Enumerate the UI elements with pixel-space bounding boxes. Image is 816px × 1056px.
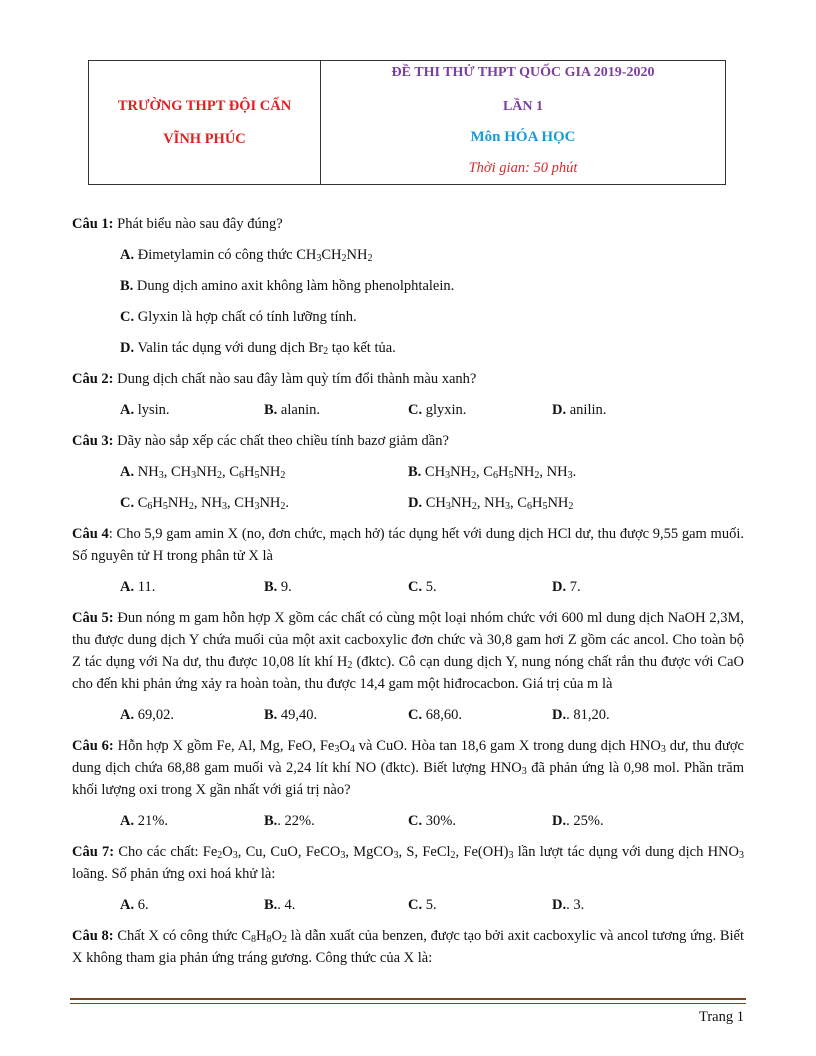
question-1-option-a (72, 244, 744, 266)
option-row (72, 492, 744, 514)
question-5 (72, 607, 744, 695)
question-1-option-b (72, 275, 744, 297)
question-label: Câu 2: (72, 371, 114, 387)
page-number: Trang 1 (699, 1009, 744, 1025)
exam-time: Thời gian: 50 phút (468, 160, 578, 176)
option-text: . 3. (566, 897, 585, 913)
option-label: A. (120, 579, 135, 595)
option-text: $C_6H_5NH_2$, $NH_3$, $CH_3NH_2$. (134, 495, 290, 512)
option-text: $CH_3NH_2$, $C_6H_5NH_2$, $NH_3$. (421, 464, 577, 481)
question-3 (72, 430, 744, 452)
question-text: Hỗn hợp X gồm Fe, Al, Mg, FeO, $Fe_3O_4$ và CuO. Hòa tan 18,6 gam X trong dung dịch $HNO_3$ dư, thu được dung dịch chứa 68,88 gam muối và 2,24 lít khí NO (đktc). Biết lượng $HNO_3$ đã phản ứng là 0,98 mol. Phần trăm khối lượng oxi trong X gần nhất với giá trị nào? (72, 738, 744, 798)
option-label: C. (120, 495, 135, 511)
question-5-option-a (120, 704, 264, 726)
question-4-option-b (264, 576, 408, 598)
exam-header-table (88, 60, 726, 185)
option-text: . 81,20. (566, 707, 610, 723)
option-text: . 25%. (566, 813, 604, 829)
footer-divider-thin (70, 1003, 746, 1004)
option-label: D. (120, 340, 135, 356)
question-list (72, 213, 744, 978)
option-row (72, 576, 744, 598)
option-label: C. (120, 309, 135, 325)
exam-subject: Môn HÓA HỌC (470, 129, 576, 145)
question-6 (72, 735, 744, 801)
question-6-option-d (552, 810, 696, 832)
question-3-option-b (408, 461, 696, 483)
question-2-option-c (408, 399, 552, 421)
option-label: B. (264, 897, 278, 913)
option-label: C. (408, 707, 423, 723)
question-1 (72, 213, 744, 235)
question-7-option-b (264, 894, 408, 916)
school-cell (89, 61, 321, 184)
question-label: Câu 4 (72, 526, 109, 542)
option-text: 49,40. (277, 707, 318, 723)
footer-divider (70, 998, 746, 1000)
school-name: TRƯỜNG THPT ĐỘI CẤN (117, 97, 292, 114)
question-5-option-d (552, 704, 696, 726)
option-text: 9. (277, 579, 292, 595)
option-label: B. (408, 464, 422, 480)
option-label: D. (552, 813, 567, 829)
question-label: Câu 8: (72, 928, 114, 944)
exam-info-cell (321, 61, 725, 184)
option-text: 69,02. (134, 707, 174, 723)
option-text: alanin. (277, 402, 320, 418)
option-text: . 22%. (277, 813, 315, 829)
question-text: : Cho 5,9 gam amin X (no, đơn chức, mạch hở) tác dụng hết với dung dịch HCl dư, thu được 9,55 gam muối. Số nguyên tử H trong phân tử X là (72, 526, 744, 564)
option-label: A. (120, 402, 135, 418)
option-text: $NH_3$, $CH_3NH_2$, $C_6H_5NH_2$ (134, 464, 286, 481)
question-3-option-c (120, 492, 408, 514)
question-2-option-b (264, 399, 408, 421)
option-text: Dung dịch amino axit không làm hồng phenolphtalein. (133, 278, 455, 294)
option-text: 30%. (422, 813, 456, 829)
option-text: lysin. (134, 402, 170, 418)
question-label: Câu 6: (72, 738, 114, 754)
question-6-option-b (264, 810, 408, 832)
option-label: A. (120, 813, 135, 829)
option-text: Đimetylamin có công thức $CH_3CH_2NH_2$ (134, 247, 373, 264)
question-6-option-a (120, 810, 264, 832)
option-label: C. (408, 579, 423, 595)
question-1-option-c (72, 306, 744, 328)
question-text: Dung dịch chất nào sau đây làm quỳ tím đổi thành màu xanh? (113, 371, 477, 387)
question-1-option-d (72, 337, 744, 359)
option-text: 11. (134, 579, 156, 595)
option-row (72, 704, 744, 726)
option-label: D. (552, 402, 567, 418)
option-text: Glyxin là hợp chất có tính lưỡng tính. (134, 309, 357, 325)
option-text: glyxin. (422, 402, 467, 418)
question-5-option-c (408, 704, 552, 726)
option-label: B. (264, 813, 278, 829)
option-label: C. (408, 402, 423, 418)
question-8 (72, 925, 744, 969)
option-label: D. (552, 897, 567, 913)
option-text: 7. (566, 579, 581, 595)
question-4 (72, 523, 744, 567)
question-label: Câu 7: (72, 844, 115, 860)
question-text: Đun nóng m gam hỗn hợp X gồm các chất có cùng một loại nhóm chức với 600 ml dung dịch NaOH 2,3M, thu được dung dịch Y chứa muối của một axit cacboxylic đơn chức và 30,8 gam hơi Z gồm các ancol. Cho toàn bộ Z tác dụng với Na dư, thu được 10,08 lít khí $H_2$ (đktc). Cô cạn dung dịch Y, nung nóng chất rắn thu được với CaO cho đến khi phản ứng xảy ra hoàn toàn, thu được 14,4 gam một hiđrocacbon. Giá trị của m là (72, 610, 745, 692)
question-4-option-c (408, 576, 552, 598)
question-2 (72, 368, 744, 390)
option-label: B. (120, 278, 134, 294)
question-label: Câu 5: (72, 610, 114, 626)
question-text: Cho các chất: $Fe_2O_3$, Cu, CuO, FeCO$_3$, MgCO$_3$, S, FeCl$_2$, $Fe(OH)_3$ lần lượt tác dụng với dung dịch $HNO_3$ loãng. Số phản ứng oxi hoá khử là: (72, 844, 745, 882)
option-label: D. (552, 579, 567, 595)
option-label: C. (408, 897, 423, 913)
question-7 (72, 841, 744, 885)
option-text: Valin tác dụng với dung dịch $Br_2$ tạo kết tủa. (134, 340, 396, 357)
question-7-option-d (552, 894, 696, 916)
school-location: VĨNH PHÚC (163, 130, 246, 147)
option-label: A. (120, 897, 135, 913)
option-label: A. (120, 464, 135, 480)
option-label: A. (120, 247, 135, 263)
question-text: Phát biểu nào sau đây đúng? (113, 216, 283, 232)
option-text: 68,60. (422, 707, 462, 723)
question-text: Chất X có công thức $C_8H_8O_2$ là dẫn xuất của benzen, được tạo bởi axit cacboxylic và ancol tương ứng. Biết X không tham gia phản ứng tráng gương. Công thức của X là: (72, 928, 744, 966)
question-2-option-a (120, 399, 264, 421)
question-3-option-a (120, 461, 408, 483)
question-6-option-c (408, 810, 552, 832)
option-label: B. (264, 579, 278, 595)
option-text: 5. (422, 897, 437, 913)
question-3-option-d (408, 492, 696, 514)
exam-title: ĐỀ THI THỬ THPT QUỐC GIA 2019-2020 (391, 65, 655, 80)
option-label: D. (552, 707, 567, 723)
exam-round: LẦN 1 (502, 99, 544, 114)
question-label: Câu 3: (72, 433, 114, 449)
question-2-option-d (552, 399, 696, 421)
option-label: A. (120, 707, 135, 723)
option-row (72, 810, 744, 832)
option-row (72, 461, 744, 483)
question-5-option-b (264, 704, 408, 726)
option-row (72, 399, 744, 421)
option-text: . 4. (277, 897, 296, 913)
option-text: 5. (422, 579, 437, 595)
option-text: 21%. (134, 813, 168, 829)
option-label: C. (408, 813, 423, 829)
question-7-option-a (120, 894, 264, 916)
option-label: D. (408, 495, 423, 511)
question-label: Câu 1: (72, 216, 114, 232)
option-label: B. (264, 707, 278, 723)
question-7-option-c (408, 894, 552, 916)
question-4-option-d (552, 576, 696, 598)
option-row (72, 894, 744, 916)
option-label: B. (264, 402, 278, 418)
option-text: $CH_3NH_2$, $NH_3$, $C_6H_5NH_2$ (422, 495, 574, 512)
question-4-option-a (120, 576, 264, 598)
option-text: anilin. (566, 402, 607, 418)
option-text: 6. (134, 897, 149, 913)
question-text: Dãy nào sắp xếp các chất theo chiều tính bazơ giảm dần? (113, 433, 449, 449)
